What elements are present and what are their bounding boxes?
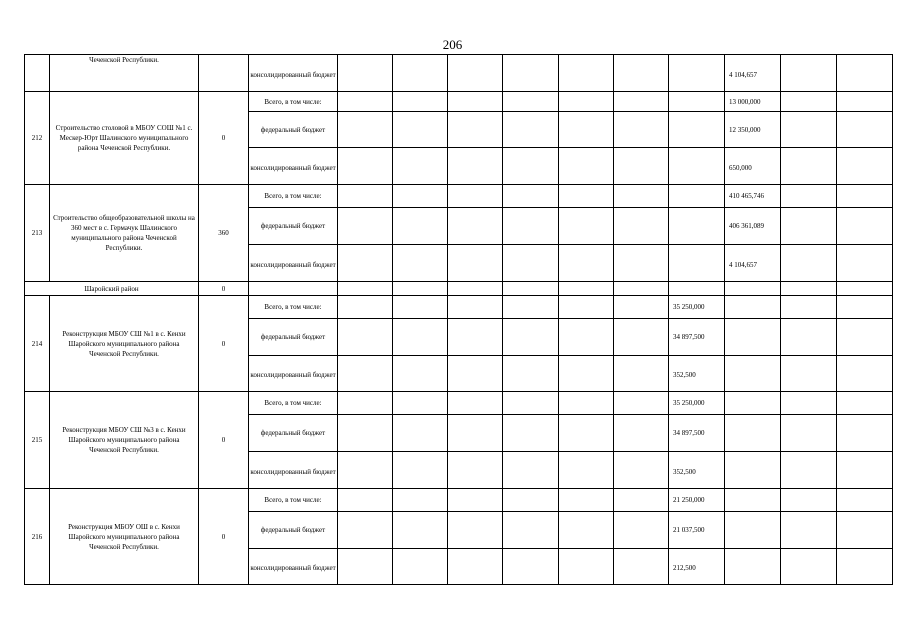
source-total: Всего, в том числе: (249, 296, 338, 319)
source-federal: федеральный бюджет (249, 415, 338, 452)
source-consolidated: консолидированный бюджет (249, 549, 338, 585)
table-row (25, 296, 893, 319)
row-number: 213 (25, 185, 50, 282)
source-consolidated: консолидированный бюджет (249, 245, 338, 282)
source-consolidated: консолидированный бюджет (249, 55, 338, 92)
source-total: Всего, в том числе: (249, 185, 338, 208)
source-federal: федеральный бюджет (249, 208, 338, 245)
source-total: Всего, в том числе: (249, 92, 338, 112)
amount-cell: 352,500 (669, 356, 725, 392)
source-federal: федеральный бюджет (249, 512, 338, 549)
amount-cell: 21 037,500 (669, 512, 725, 549)
source-total: Всего, в том числе: (249, 392, 338, 415)
amount-cell: 13 000,000 (725, 92, 781, 112)
capacity-cell: 360 (199, 185, 249, 282)
amount-cell: 34 897,500 (669, 319, 725, 356)
object-name: Строительство столовой в МБОУ СОШ №1 с. Мескер-Юрт Шалинского муниципального района Чеченской Республики. (50, 92, 199, 185)
source-consolidated: консолидированный бюджет (249, 148, 338, 185)
capacity-cell: 0 (199, 296, 249, 392)
row-number: 214 (25, 296, 50, 392)
table-row (25, 92, 893, 112)
source-federal: федеральный бюджет (249, 319, 338, 356)
budget-table (24, 54, 893, 585)
source-consolidated: консолидированный бюджет (249, 356, 338, 392)
amount-cell: 406 361,089 (725, 208, 781, 245)
row-number: 215 (25, 392, 50, 489)
object-name: Строительство общеобразовательной школы на 360 мест в с. Гермачук Шалинского муниципального района Чеченской Республики. (50, 185, 199, 282)
page-number: 206 (442, 37, 463, 52)
capacity-cell: 0 (199, 392, 249, 489)
capacity-cell: 0 (199, 282, 249, 296)
amount-cell: 34 897,500 (669, 415, 725, 452)
amount-cell: 21 250,000 (669, 489, 725, 512)
capacity-cell: 0 (199, 92, 249, 185)
district-row (25, 282, 893, 296)
amount-cell: 352,500 (669, 452, 725, 489)
amount-cell: 650,000 (725, 148, 781, 185)
object-name: Чеченской Республики. (50, 55, 199, 92)
object-name: Реконструкция МБОУ СШ №1 в с. Кенхи Шаройского муниципального района Чеченской Республики. (50, 296, 199, 392)
capacity-cell: 0 (199, 489, 249, 585)
district-name: Шаройский район (25, 282, 199, 296)
amount-cell: 35 250,000 (669, 392, 725, 415)
row-number: 216 (25, 489, 50, 585)
amount-cell: 12 350,000 (725, 112, 781, 148)
row-number: 212 (25, 92, 50, 185)
object-name: Реконструкция МБОУ ОШ в с. Кенхи Шаройского муниципального района Чеченской Республики. (50, 489, 199, 585)
amount-cell: 212,500 (669, 549, 725, 585)
source-total: Всего, в том числе: (249, 489, 338, 512)
table-row (25, 55, 893, 92)
amount-cell: 4 104,657 (725, 245, 781, 282)
amount-cell: 35 250,000 (669, 296, 725, 319)
source-consolidated: консолидированный бюджет (249, 452, 338, 489)
object-name: Реконструкция МБОУ СШ №3 в с. Кенхи Шаройского муниципального района Чеченской Республики. (50, 392, 199, 489)
table-row (25, 185, 893, 208)
amount-cell: 410 465,746 (725, 185, 781, 208)
source-federal: федеральный бюджет (249, 112, 338, 148)
table-row (25, 392, 893, 415)
amount-cell: 4 104,657 (725, 55, 781, 92)
table-row (25, 489, 893, 512)
